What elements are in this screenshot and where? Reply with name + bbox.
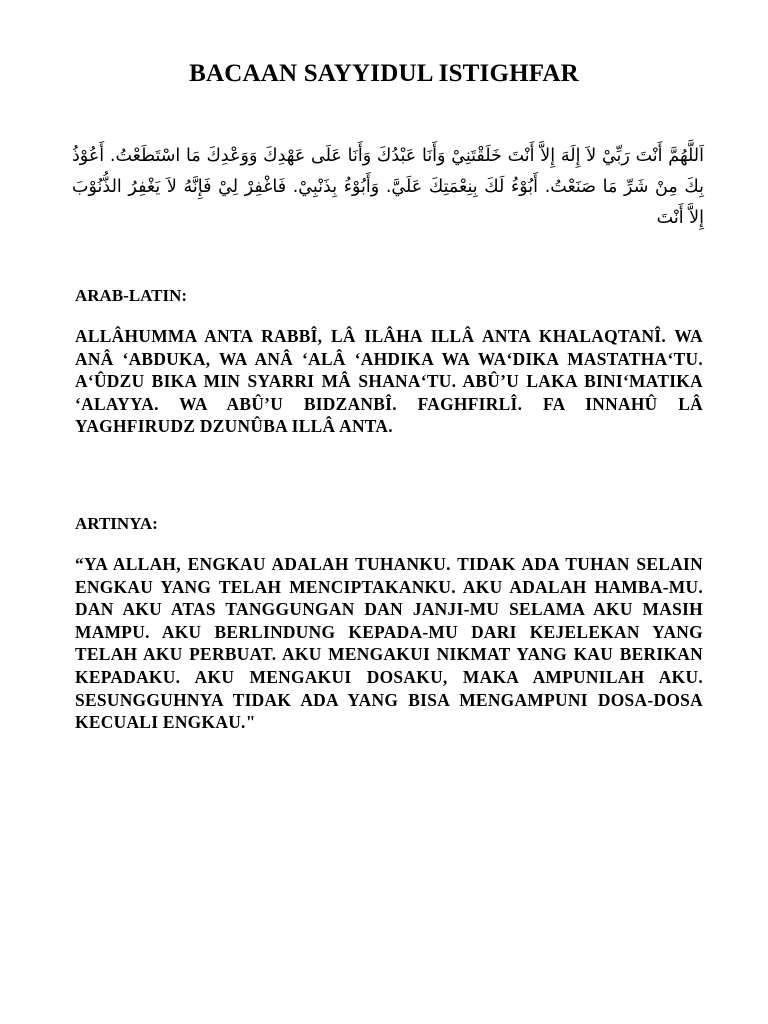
- transliteration-text: ALLÂHUMMA ANTA RABBÎ, LÂ ILÂHA ILLÂ ANTA KHALAQTANÎ. WA ANÂ ‘ABDUKA, WA ANÂ ‘ALÂ ‘AHDIKA WA WA‘DIKA MASTATHA‘TU. A‘ÛDZU BIKA MIN SYARRI MÂ SHANA‘TU. ABÛ’U LAKA BINI‘MATIKA ‘ALAYYA. WA ABÛ’U BIDZANBÎ. FAGHFIRLÎ. FA INNAHÛ LÂ YAGHFIRUDZ DZUNÛBA ILLÂ ANTA.: [75, 326, 703, 437]
- document-title: BACAAN SAYYIDUL ISTIGHFAR: [189, 60, 579, 87]
- artinya-heading: ARTINYA:: [75, 514, 158, 533]
- translation-text: “YA ALLAH, ENGKAU ADALAH TUHANKU. TIDAK ADA TUHAN SELAIN ENGKAU YANG TELAH MENCIPTAKANKU. AKU ADALAH HAMBA-MU. DAN AKU ATAS TANGGUNGAN DAN JANJI-MU SELAMA AKU MASIH MAMPU. AKU BERLINDUNG KEPADA-MU DARI KEJELEKAN YANG TELAH AKU PERBUAT. AKU MENGAKUI NIKMAT YANG KAU BERIKAN KEPADAKU. AKU MENGAKUI DOSAKU, MAKA AMPUNILAH AKU. SESUNGGUHNYA TIDAK ADA YANG BISA MENGAMPUNI DOSA-DOSA KECUALI ENGKAU.": [75, 554, 703, 733]
- arab-latin-heading: ARAB-LATIN:: [75, 286, 188, 305]
- arabic-prayer-text: اَللَّهُمَّ أَنْتَ رَبِّيْ لاَ إِلَهَ إِلاَّ أَنْتَ خَلَقْتَنِيْ وَأَنَا عَبْدُكَ وَأَنَا عَلَى عَهْدِكَ وَوَعْدِكَ مَا اسْتَطَعْتُ. أَعُوْذُ بِكَ مِنْ شَرِّ مَا صَنَعْتُ. أَبُوْءُ لَكَ بِنِعْمَتِكَ عَلَيَّ. وَأَبُوْءُ بِذَنْبِيْ. فَاغْفِرْ لِيْ فَإِنَّهُ لاَ يَغْفِرُ الذُّنُوْبَ إِلاَّ أَنْتَ: [72, 146, 704, 228]
